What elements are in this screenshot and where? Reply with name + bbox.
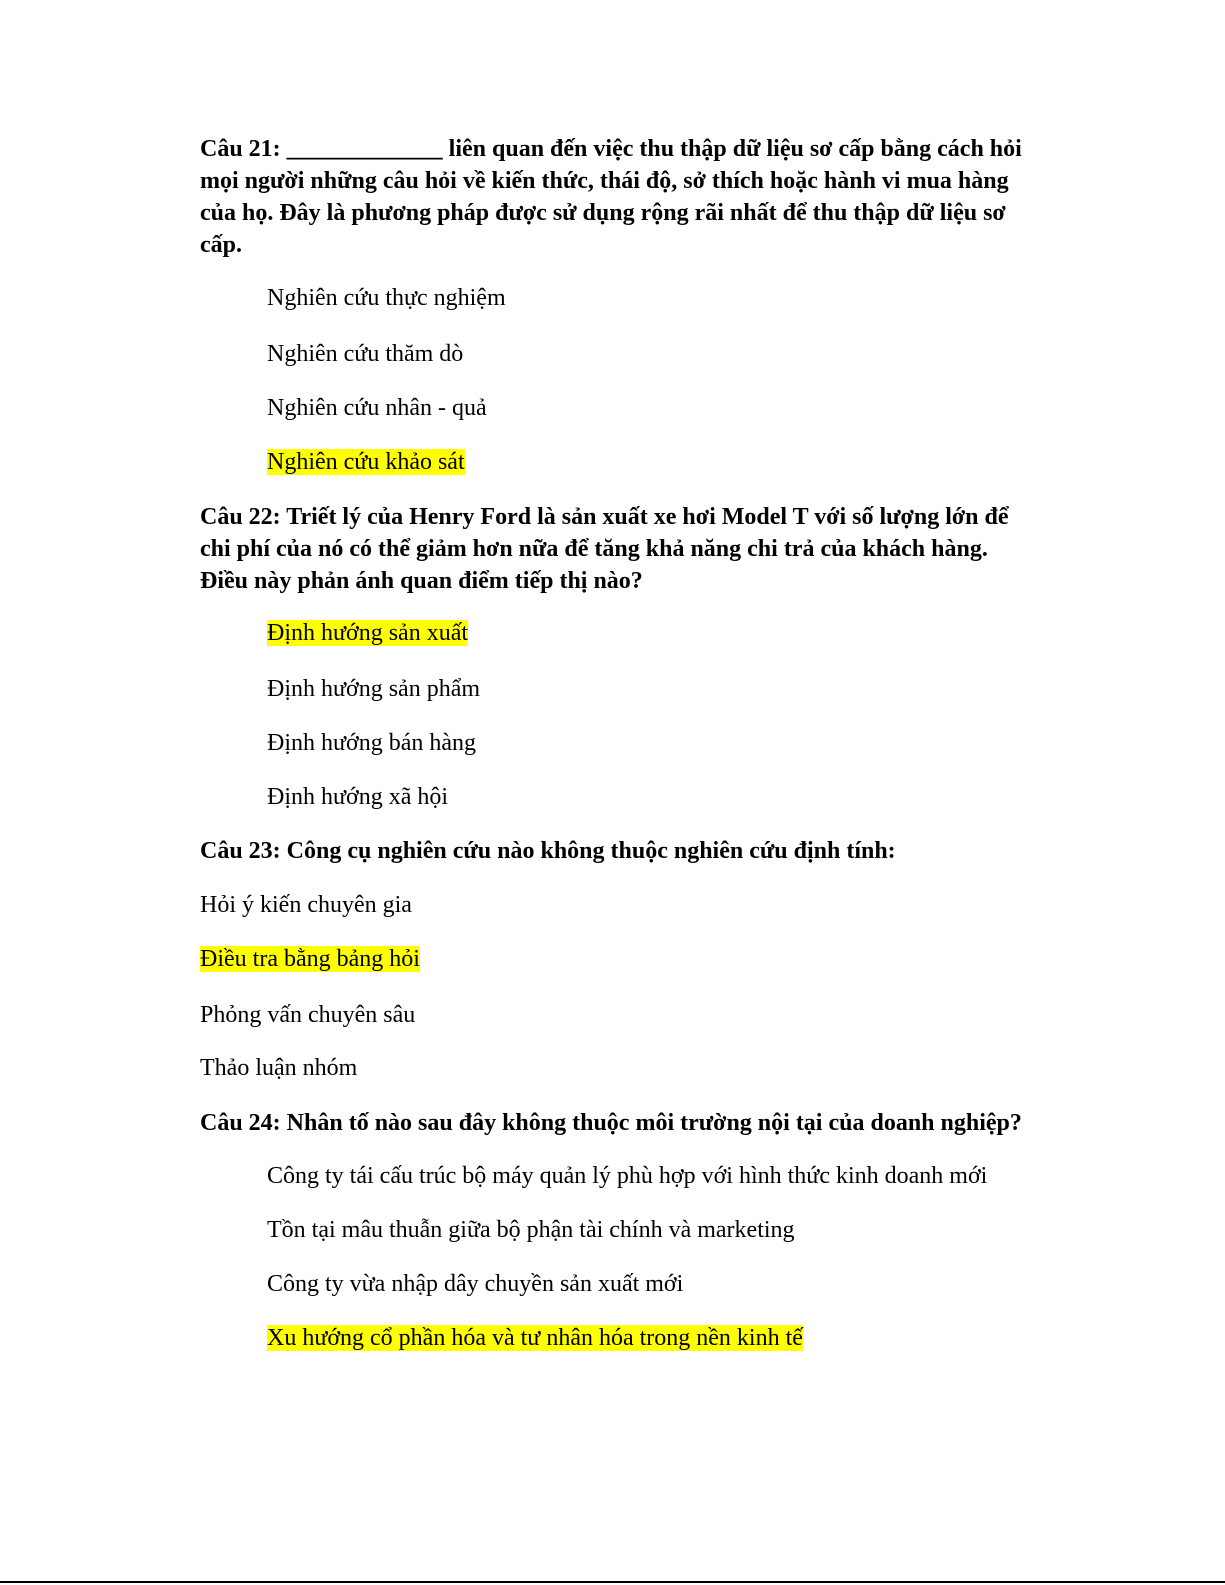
question-23-option-4 (200, 1053, 357, 1083)
option-text: Nghiên cứu thực nghiệm (267, 285, 506, 311)
option-text: Định hướng sản phẩm (267, 676, 481, 702)
option-text: Hỏi ý kiến chuyên gia (200, 892, 412, 918)
question-24-option-4 (267, 1323, 803, 1353)
question-23-option-1 (200, 890, 412, 920)
option-text: Thảo luận nhóm (200, 1055, 358, 1081)
highlighted-answer: Xu hướng cổ phần hóa và tư nhân hóa trong nền kinh tế (267, 1325, 803, 1351)
question-23-text: Câu 23: Công cụ nghiên cứu nào không thuộc nghiên cứu định tính: (200, 838, 896, 864)
question-21-text: Câu 21: _____________ liên quan đến việc thu thập dữ liệu sơ cấp bằng cách hỏi mọi người những câu hỏi về kiến thức, thái độ, sở thích hoặc hành vi mua hàng của họ. Đây là phương pháp được sử dụng rộng rãi nhất để thu thập dữ liệu sơ cấp. (200, 136, 1022, 258)
highlighted-answer: Định hướng sản xuất (267, 620, 469, 646)
question-21-option-2 (267, 339, 463, 369)
option-text: Tồn tại mâu thuẫn giữa bộ phận tài chính và marketing (267, 1217, 795, 1243)
option-text: Phỏng vấn chuyên sâu (200, 1002, 416, 1028)
question-22-option-3 (267, 728, 476, 758)
question-22-option-2 (267, 674, 480, 704)
question-24-option-3 (267, 1269, 683, 1299)
question-21-option-3 (267, 393, 487, 423)
option-text: Định hướng bán hàng (267, 730, 477, 756)
option-text: Công ty vừa nhập dây chuyền sản xuất mới (267, 1271, 684, 1297)
highlighted-answer: Nghiên cứu khảo sát (267, 449, 465, 475)
question-24-option-2 (267, 1215, 795, 1245)
question-22-option-1 (267, 618, 468, 648)
question-22-text: Câu 22: Triết lý của Henry Ford là sản xuất xe hơi Model T với số lượng lớn để chi phí của nó có thể giảm hơn nữa để tăng khả năng chi trả của khách hàng. Điều này phản ánh quan điểm tiếp thị nào? (200, 504, 1009, 594)
option-text: Công ty tái cấu trúc bộ máy quản lý phù hợp với hình thức kinh doanh mới (267, 1163, 988, 1189)
page-bottom-border (0, 1581, 1225, 1583)
option-text: Định hướng xã hội (267, 784, 449, 810)
option-text: Nghiên cứu nhân - quả (267, 395, 487, 421)
question-21-option-1 (267, 283, 506, 313)
question-23-option-2 (200, 944, 420, 974)
question-24-option-1 (267, 1161, 987, 1191)
question-23-option-3 (200, 1000, 415, 1030)
highlighted-answer: Điều tra bằng bảng hỏi (200, 946, 420, 972)
option-text: Nghiên cứu thăm dò (267, 341, 464, 367)
question-24-text: Câu 24: Nhân tố nào sau đây không thuộc môi trường nội tại của doanh nghiệp? (200, 1110, 1022, 1136)
question-22-option-4 (267, 782, 448, 812)
question-21-option-4 (267, 447, 465, 477)
